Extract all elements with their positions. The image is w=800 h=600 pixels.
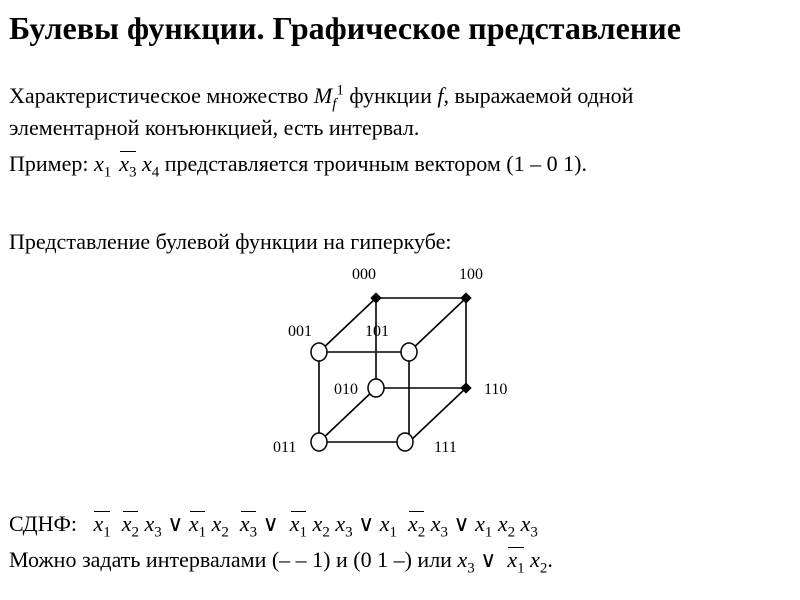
vertex-marker-010 (368, 379, 384, 397)
term-index: 1 (299, 524, 308, 541)
negated-term (240, 509, 257, 539)
term-index: 1 (389, 524, 397, 541)
term-var: x (121, 511, 132, 536)
cube-edge (409, 388, 466, 442)
term-var: x (239, 511, 250, 536)
example-lead: Пример: (9, 151, 94, 176)
term-var: x (144, 511, 155, 536)
vertex-label-101: 101 (365, 323, 389, 340)
term-index: 2 (322, 524, 330, 541)
vertex-label-111: 111 (434, 439, 457, 456)
cube-edge (409, 298, 466, 352)
vertex-label-011: 011 (273, 439, 297, 456)
term-var: x (93, 511, 104, 536)
term-index: 3 (154, 524, 162, 541)
slide-title: Булевы функции. Графическое представление (9, 10, 681, 46)
term-index: 3 (129, 164, 137, 181)
negated-term (290, 509, 307, 539)
term-var: x (312, 511, 323, 536)
term-index: 3 (249, 524, 258, 541)
term-var: x (430, 511, 441, 536)
or-operator: ∨ (358, 511, 375, 536)
term-var: x (93, 151, 104, 176)
set-sub: f (332, 96, 337, 113)
negated-term (93, 509, 110, 539)
term-var: x (211, 511, 222, 536)
intervals-text: Можно задать интервалами (– – 1) и (0 1 –) или (9, 547, 458, 572)
or-operator: ∨ (453, 511, 470, 536)
term-index: 2 (539, 560, 548, 577)
term-var: x (475, 511, 485, 536)
term-var: x (379, 511, 390, 536)
term-index: 2 (221, 524, 229, 541)
negated-term (507, 545, 524, 575)
function-symbol: f (437, 83, 444, 108)
term-var: x (335, 511, 346, 536)
term-var: x (520, 511, 531, 536)
term-var: x (407, 511, 418, 536)
term-index: 3 (530, 524, 538, 541)
term-index: 3 (467, 560, 475, 577)
char-set-lead: Характеристическое множество (9, 83, 314, 108)
term-var: x (142, 151, 152, 176)
sdnf-label: СДНФ: (9, 511, 77, 536)
term-index: 1 (103, 164, 112, 181)
sdnf-formula (9, 509, 538, 539)
term-index: 1 (103, 524, 111, 541)
term-index: 1 (484, 524, 493, 541)
term-var: x (188, 511, 199, 536)
set-sup: 1 (336, 82, 344, 99)
term-var: x (289, 511, 300, 536)
vertex-label-110: 110 (484, 381, 508, 398)
intervals-line (9, 545, 553, 575)
term-var: x (507, 547, 518, 572)
char-set-mid: функции (343, 83, 438, 108)
negated-term (408, 509, 425, 539)
term-index: 2 (507, 524, 516, 541)
or-operator: ∨ (262, 511, 279, 536)
char-set-line-2: элементарной конъюнкцией, есть интервал. (9, 115, 420, 140)
vertex-label-000: 000 (352, 266, 376, 283)
vertex-label-010: 010 (334, 381, 358, 398)
negated-term (122, 509, 139, 539)
intervals-end: . (547, 547, 553, 572)
term-index: 2 (417, 524, 426, 541)
hypercube-heading: Представление булевой функции на гиперкубе: (9, 229, 452, 254)
vertex-marker-011 (311, 433, 327, 451)
set-symbol: M (313, 83, 333, 108)
or-operator: ∨ (167, 511, 184, 536)
term-var: x (530, 547, 540, 572)
example-tail: представляется троичным вектором (1 – 0 1). (159, 151, 587, 176)
vertex-marker-001 (311, 343, 327, 361)
term-var: x (119, 151, 129, 176)
term-index: 1 (198, 524, 207, 541)
term-index: 4 (151, 164, 160, 181)
vertex-marker-111 (397, 433, 413, 451)
term-index: 1 (517, 560, 525, 577)
char-set-tail: , выражаемой одной (443, 83, 634, 108)
or-operator: ∨ (480, 547, 497, 572)
term-index: 3 (345, 524, 353, 541)
negated-term (189, 509, 206, 539)
vertex-label-001: 001 (288, 323, 312, 340)
vertex-marker-101 (401, 343, 417, 361)
term-var: x (457, 547, 468, 572)
term-var: x (497, 511, 508, 536)
term-index: 2 (131, 524, 139, 541)
term-index: 3 (440, 524, 448, 541)
vertex-label-100: 100 (459, 266, 483, 283)
